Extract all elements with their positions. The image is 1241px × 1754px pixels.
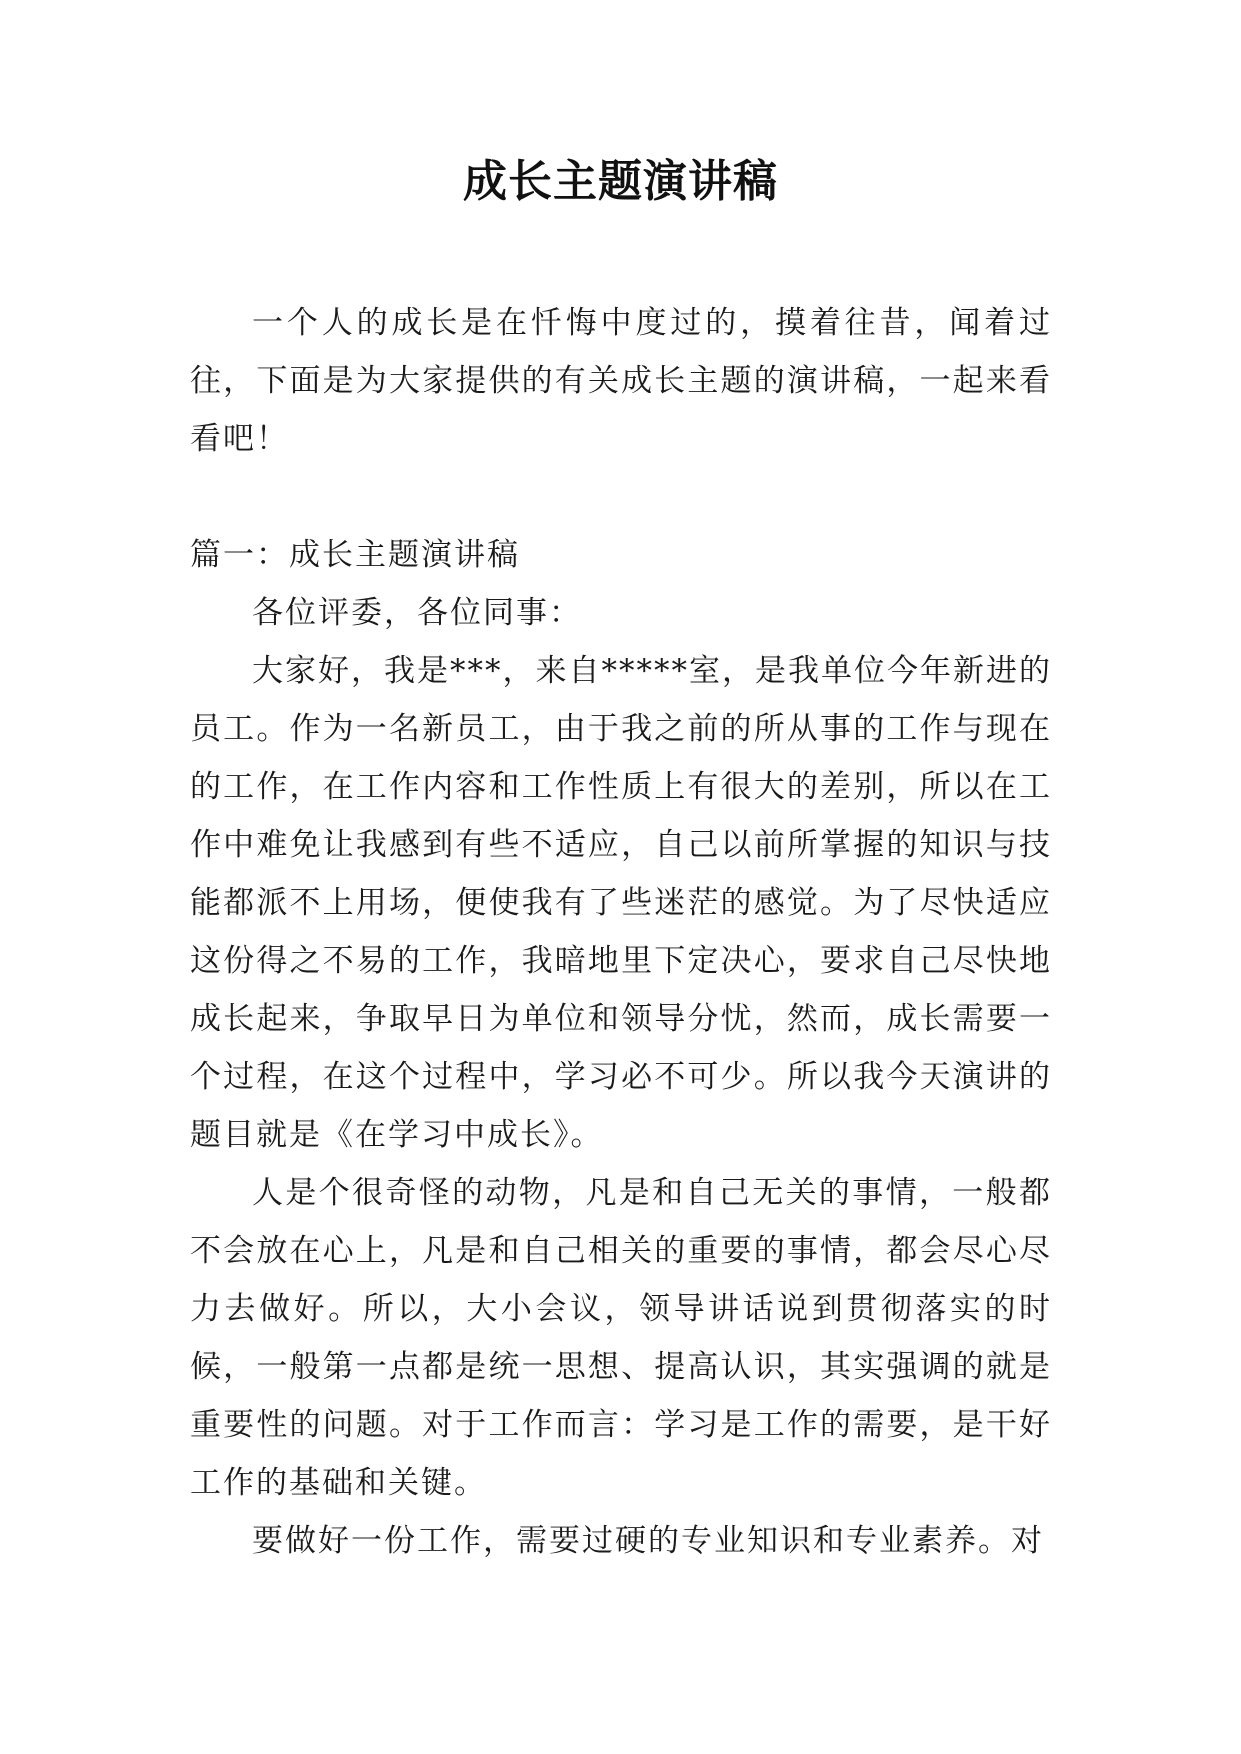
document-body	[190, 294, 1052, 1570]
body-paragraph: 人是个很奇怪的动物，凡是和自己无关的事情，一般都不会放在心上，凡是和自己相关的重要的事情，都会尽心尽力去做好。所以，大小会议，领导讲话说到贯彻落实的时候，一般第一点都是统一思想、提高认识，其实强调的就是重要性的问题。对于工作而言：学习是工作的需要，是干好工作的基础和关键。	[190, 1175, 1052, 1501]
document-title: 成长主题演讲稿	[463, 156, 778, 207]
section-heading: 篇一：成长主题演讲稿	[190, 537, 520, 573]
intro-paragraph: 一个人的成长是在忏悔中度过的，摸着往昔，闻着过往，下面是为大家提供的有关成长主题的演讲稿，一起来看看吧！	[190, 305, 1052, 457]
salutation: 各位评委，各位同事：	[252, 595, 582, 631]
body-paragraph: 要做好一份工作，需要过硬的专业知识和专业素养。对	[252, 1523, 1044, 1559]
body-paragraph: 大家好，我是***，来自*****室，是我单位今年新进的员工。作为一名新员工，由于我之前的所从事的工作与现在的工作，在工作内容和工作性质上有很大的差别，所以在工作中难免让我感到有些不适应，自己以前所掌握的知识与技能都派不上用场，便使我有了些迷茫的感觉。为了尽快适应这份得之不易的工作，我暗地里下定决心，要求自己尽快地成长起来，争取早日为单位和领导分忧，然而，成长需要一个过程，在这个过程中，学习必不可少。所以我今天演讲的题目就是《在学习中成长》。	[190, 653, 1052, 1153]
paragraph-gap	[190, 468, 1052, 526]
